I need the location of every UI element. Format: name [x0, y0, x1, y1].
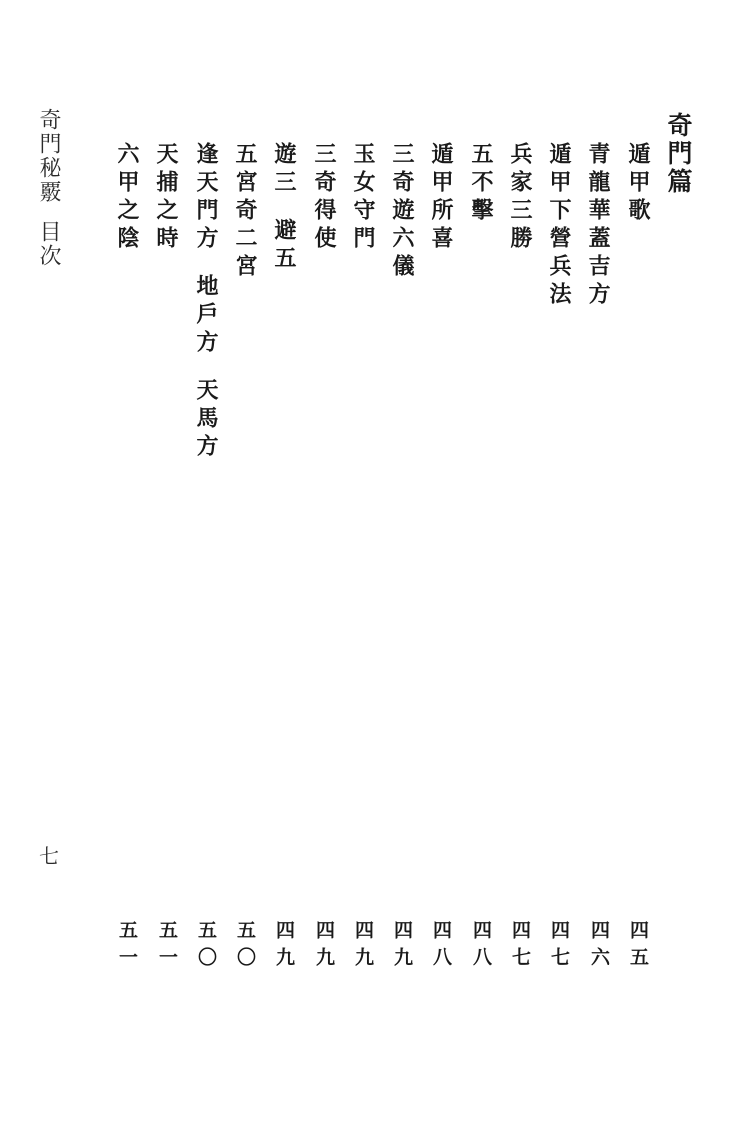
toc-entry-segment: 天捕之時	[153, 142, 179, 254]
toc-entry-title	[391, 142, 413, 282]
toc-entry-segment: 避五	[271, 218, 297, 274]
toc-entry-segment: 天馬方	[193, 378, 219, 462]
toc-entry-title	[430, 142, 452, 254]
toc-entry-title	[470, 142, 492, 226]
running-head-section: 目次	[36, 220, 61, 268]
toc-entry-title	[313, 142, 335, 254]
toc-entry-page-number: 五一	[156, 920, 178, 974]
toc-entry-segment: 遁甲所喜	[428, 142, 454, 254]
toc-entry-page-number: 四五	[627, 920, 649, 974]
page-number: 七	[39, 844, 59, 868]
toc-entry-title	[195, 142, 217, 462]
toc-entry-segment: 兵家三勝	[507, 142, 533, 254]
toc-entry-segment: 三奇得使	[311, 142, 337, 254]
toc-entry-page-number: 四七	[509, 920, 531, 974]
toc-entry-page-number: 四六	[588, 920, 610, 974]
toc-entry-page-number: 五〇	[234, 920, 256, 974]
toc-entry-title	[352, 142, 374, 254]
toc-entry-page-number: 四九	[352, 920, 374, 974]
toc-entry-title	[587, 142, 609, 310]
toc-entry-segment: 青龍華蓋吉方	[585, 142, 611, 310]
toc-entry-segment: 五宮奇二宮	[232, 142, 258, 282]
toc-entry-segment: 玉女守門	[350, 142, 376, 254]
toc-entry-segment: 地戶方	[193, 274, 219, 358]
toc-section-title: 奇門篇	[664, 112, 693, 196]
toc-entry-title	[548, 142, 570, 310]
toc-entry-segment: 六甲之陰	[114, 142, 140, 254]
toc-entry-title	[627, 142, 649, 226]
toc-entry-segment: 遁甲下營兵法	[546, 142, 572, 310]
toc-entry-page-number: 四八	[430, 920, 452, 974]
toc-entry-title	[234, 142, 256, 282]
toc-entry-title	[116, 142, 138, 254]
toc-entry-page-number: 五一	[116, 920, 138, 974]
toc-entry-segment: 逢天門方	[193, 142, 219, 254]
toc-entry-segment: 五不擊	[468, 142, 494, 226]
toc-entry-page-number: 四九	[313, 920, 335, 974]
toc-entry-page-number: 四九	[391, 920, 413, 974]
running-head-book-title: 奇門秘覈	[36, 108, 61, 204]
toc-entry-segment: 遊三	[271, 142, 297, 198]
running-head	[37, 108, 59, 268]
toc-entry-segment: 三奇遊六儀	[389, 142, 415, 282]
toc-entry-page-number: 五〇	[195, 920, 217, 974]
toc-entry-page-number: 四八	[470, 920, 492, 974]
toc-entry-title	[509, 142, 531, 254]
toc-entry-segment: 遁甲歌	[625, 142, 651, 226]
toc-entry-title	[273, 142, 295, 274]
toc-entry-page-number: 四九	[273, 920, 295, 974]
toc-entry-page-number: 四七	[548, 920, 570, 974]
toc-entry-title	[155, 142, 177, 254]
